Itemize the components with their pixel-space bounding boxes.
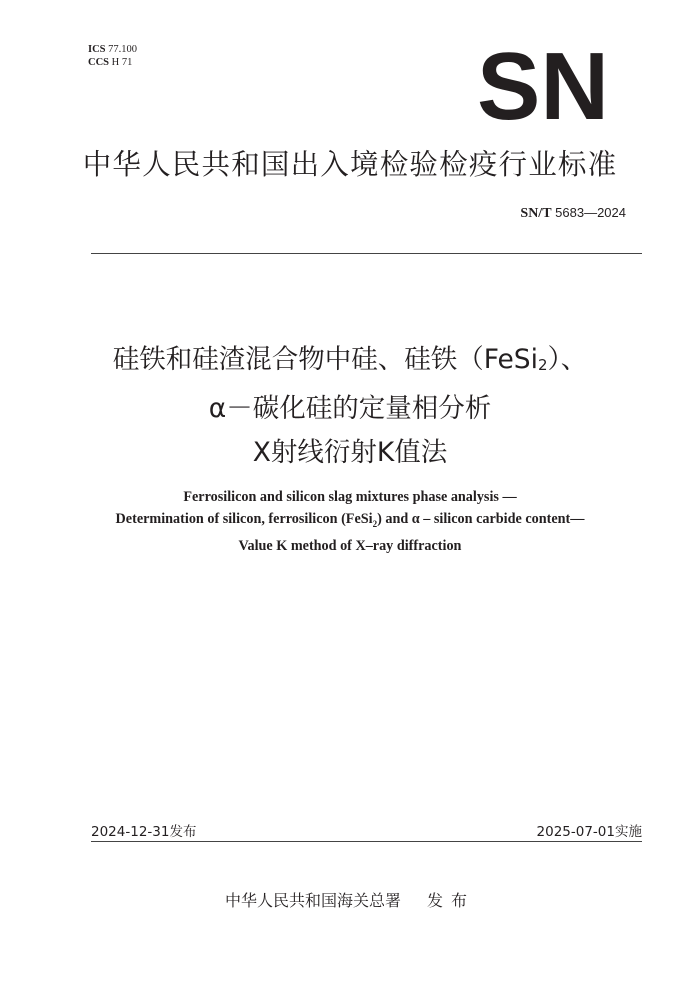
bottom-divider — [91, 841, 642, 842]
standard-code: 5683—2024 — [555, 205, 626, 220]
ccs-value: H 71 — [111, 56, 133, 68]
classification-codes — [88, 44, 137, 69]
english-title-line-2: Determination of silicon, ferrosilicon (FeSi$_2$) and α – silicon carbide content— — [115, 511, 585, 529]
sn-logo — [476, 48, 610, 120]
standard-prefix: SN/T — [520, 206, 552, 221]
sn-logo-text: SN — [477, 48, 609, 120]
issuer-title: 中华人民共和国出入境检验检疫行业标准 — [82, 148, 618, 181]
publisher-action: 发布 — [427, 891, 476, 910]
ics-label: ICS — [88, 44, 106, 55]
implementation-date: 2025-07-01实施 — [536, 824, 642, 840]
english-title — [0, 486, 700, 557]
standard-number — [520, 205, 626, 222]
ccs-code — [88, 57, 137, 70]
issue-date: 2024-12-31发布 — [91, 824, 197, 840]
chinese-title — [0, 338, 700, 475]
top-divider — [91, 253, 642, 254]
english-title-line-1: Ferrosilicon and silicon slag mixtures phase analysis — — [183, 489, 517, 505]
chinese-title-line-2: α－碳化硅的定量相分析 — [208, 393, 492, 424]
english-title-line-3: Value K method of X–ray diffraction — [238, 537, 462, 554]
publisher — [0, 888, 700, 911]
ccs-label: CCS — [88, 56, 110, 68]
chinese-title-line-1: 硅铁和硅渣混合物中硅、硅铁（FeSi$_2$）、 — [112, 344, 588, 375]
ics-code — [88, 44, 137, 57]
publisher-name: 中华人民共和国海关总署 — [224, 891, 401, 910]
ics-value: 77.100 — [108, 44, 138, 55]
chinese-title-line-3: X射线衍射K值法 — [252, 437, 448, 468]
